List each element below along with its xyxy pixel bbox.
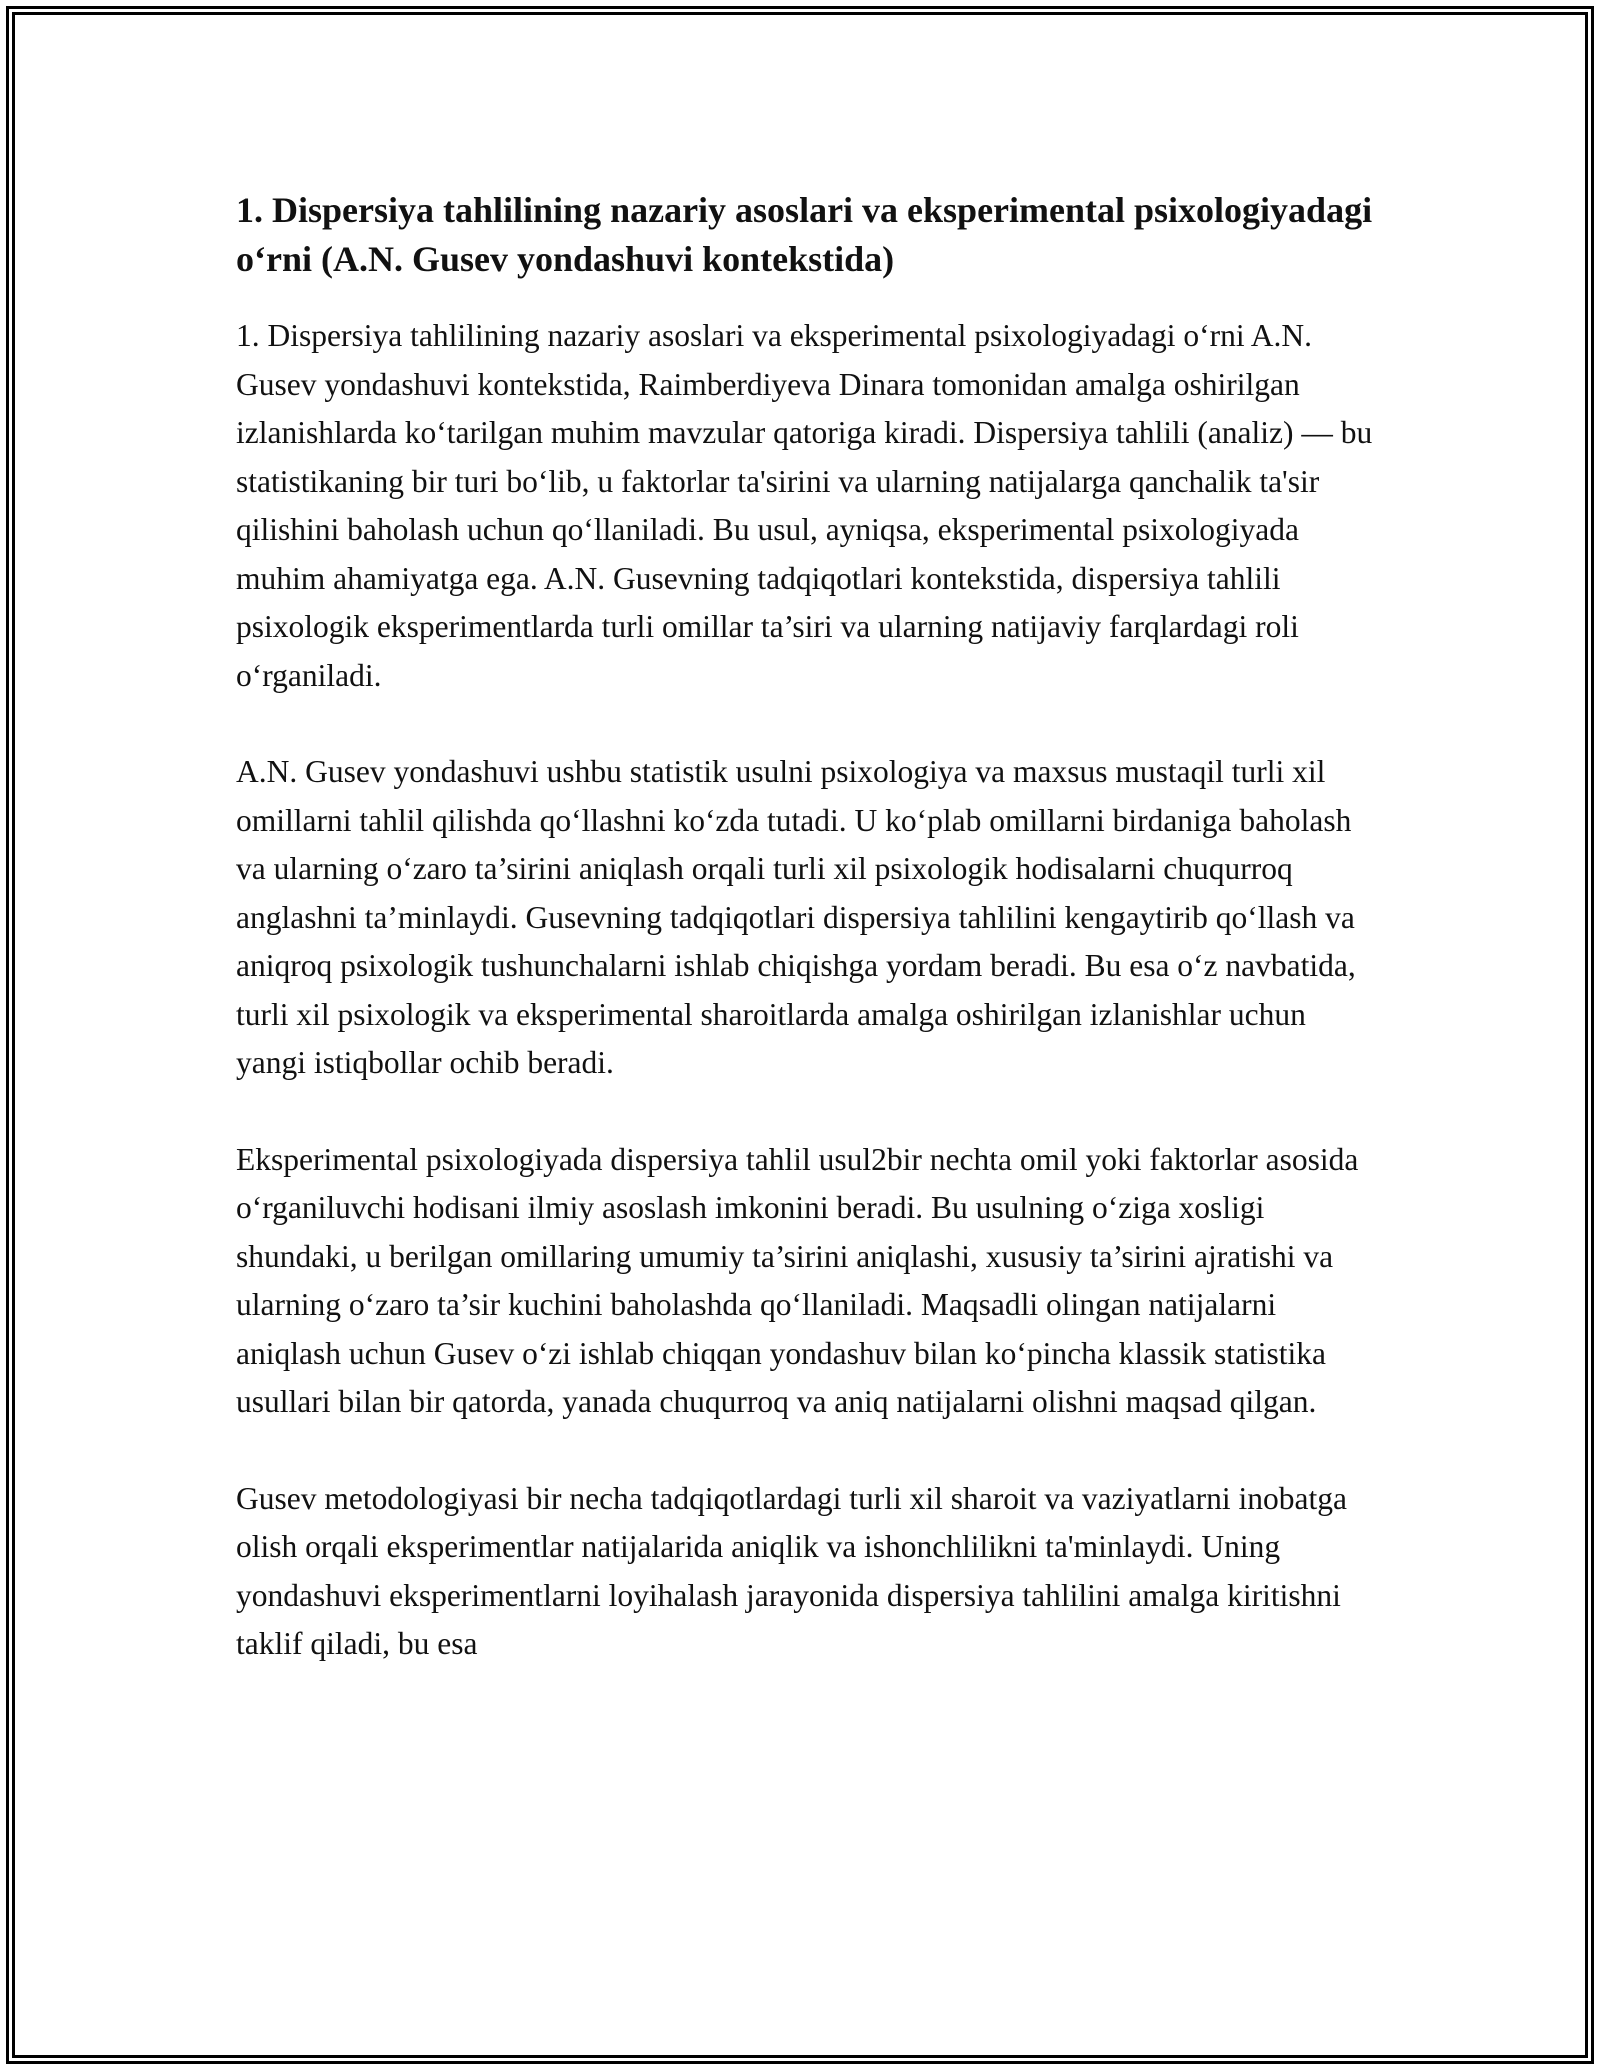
section-heading: 1. Dispersiya tahlilining nazariy asoslari va eksperimental psixologiyadagi o‘rni (A.N. Gusev yondashuvi kontekstida) bbox=[236, 190, 1373, 279]
paragraph-1: 1. Dispersiya tahlilining nazariy asoslari va eksperimental psixologiyadagi o‘rni A.N. Gusev yondashuvi kontekstida, Raimberdiyeva Dinara tomonidan amalga oshirilgan izlanishlarda ko‘tarilgan muhim mavzular qatoriga kiradi. Dispersiya tahlili (analiz) — bu statistikaning bir turi bo‘lib, u faktorlar ta'sirini va ularning natijalarga qanchalik ta'sir qilishini baholash uchun qo‘llaniladi. Bu usul, ayniqsa, eksperimental psixologiyada muhim ahamiyatga ega. A.N. Gusevning tadqiqotlari kontekstida, dispersiya tahlili psixologik eksperimentlarda turli omillar ta’siri va ularning natijaviy farqlardagi roli o‘rganiladi. bbox=[236, 318, 1373, 693]
document-body bbox=[236, 186, 1376, 1717]
paragraph-4: Gusev metodologiyasi bir necha tadqiqotlardagi turli xil sharoit va vaziyatlarni inobatga olish orqali eksperimentlar natijalarida aniqlik va ishonchlilikni ta'minlaydi. Uning yondashuvi eksperimentlarni loyihalash jarayonida dispersiya tahlilini amalga kiritishni taklif qiladi, bu esa bbox=[236, 1480, 1347, 1661]
paragraph-3: Eksperimental psixologiyada dispersiya tahlil usul2bir nechta omil yoki faktorlar asosida o‘rganiluvchi hodisani ilmiy asoslash imkonini beradi. Bu usulning o‘ziga xosligi shundaki, u berilgan omillaring umumiy ta’sirini aniqlashi, xususiy ta’sirini ajratishi va ularning o‘zaro ta’sir kuchini baholashda qo‘llaniladi. Maqsadli olingan natijalarni aniqlash uchun Gusev o‘zi ishlab chiqqan yondashuv bilan ko‘pincha klassik statistika usullari bilan bir qatorda, yanada chuqurroq va aniq natijalarni olishni maqsad qilgan. bbox=[236, 1141, 1359, 1419]
paragraph-2: A.N. Gusev yondashuvi ushbu statistik usulni psixologiya va maxsus mustaqil turli xil omillarni tahlil qilishda qo‘llashni ko‘zda tutadi. U ko‘plab omillarni birdaniga baholash va ularning o‘zaro ta’sirini aniqlash orqali turli xil psixologik hodisalarni chuqurroq anglashni ta’minlaydi. Gusevning tadqiqotlari dispersiya tahlilini kengaytirib qo‘llash va aniqroq psixologik tushunchalarni ishlab chiqishga yordam beradi. Bu esa o‘z navbatida, turli xil psixologik va eksperimental sharoitlarda amalga oshirilgan izlanishlar uchun yangi istiqbollar ochib beradi. bbox=[236, 754, 1356, 1080]
